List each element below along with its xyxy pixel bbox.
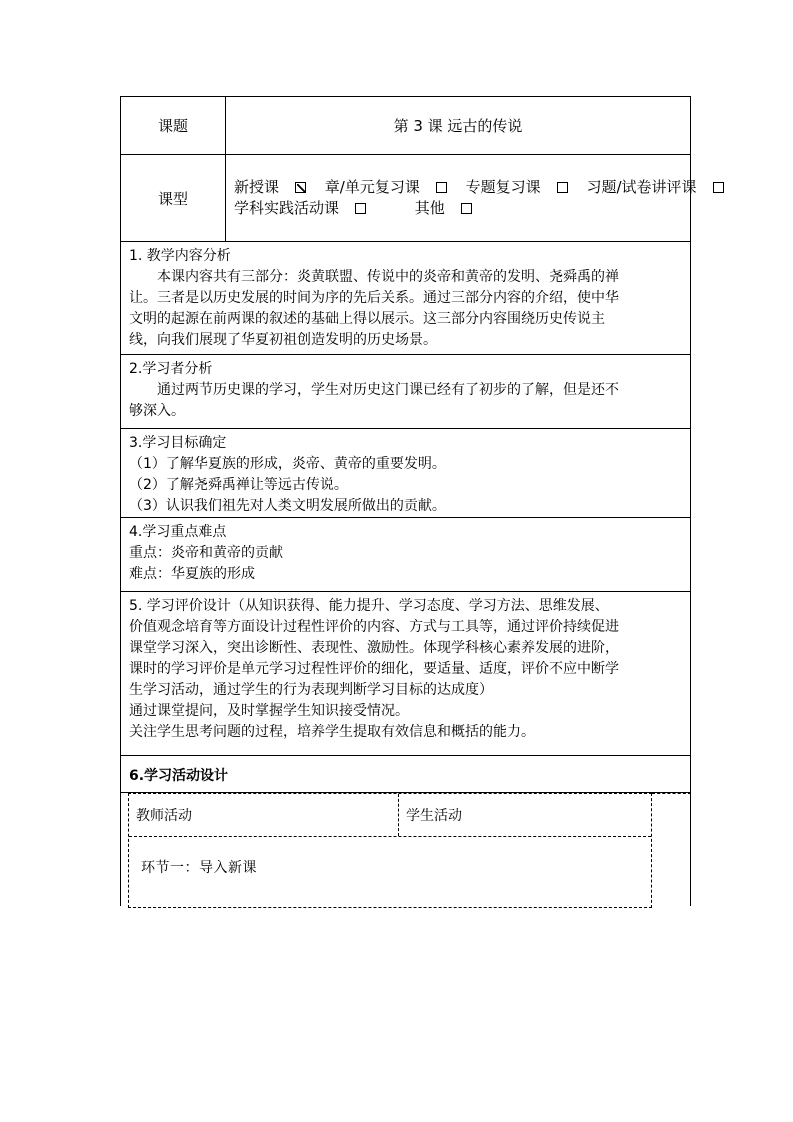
paragraph-line: 通过课堂提问，及时掌握学生知识接受情况。 <box>129 703 409 719</box>
option-label: 学科实践活动课 <box>234 199 340 217</box>
paragraph-line: 生学习活动，通过学生的行为表现判断学习目标的达成度） <box>129 682 493 698</box>
lesson-type-row <box>120 154 697 241</box>
lesson-plan-table <box>120 96 697 906</box>
objective-item: （3）认识我们祖先对人类文明发展所做出的贡献。 <box>129 498 446 514</box>
lesson-type-options <box>226 155 724 241</box>
paragraph-line: 让。三者是以历史发展的时间为序的先后关系。通过三部分内容的介绍，使中华 <box>129 290 619 306</box>
section-heading: 3.学习目标确定 <box>129 435 227 451</box>
checkbox-icon[interactable] <box>461 203 472 214</box>
lesson-type-label: 课型 <box>121 155 226 241</box>
activity-design-heading-row <box>120 755 691 792</box>
paragraph-line: 价值观念培育等方面设计过程性评价的内容、方式与工具等，通过评价持续促进 <box>129 619 619 635</box>
paragraph-line: 关注学生思考问题的过程，培养学生提取有效信息和概括的能力。 <box>129 724 535 740</box>
objective-item: （2）了解尧舜禹禅让等远古传说。 <box>129 477 348 493</box>
paragraph-line: 够深入。 <box>129 403 185 419</box>
paragraph-line: 文明的起源在前两课的叙述的基础上得以展示。这三部分内容围绕历史传说主 <box>129 311 605 327</box>
lesson-title: 第 3 课 远古的传说 <box>393 117 523 135</box>
checkbox-icon[interactable] <box>557 182 568 193</box>
teacher-activity-header: 教师活动 <box>129 794 399 836</box>
checkbox-icon[interactable] <box>436 182 447 193</box>
paragraph-line: 课堂学习深入，突出诊断性、表现性、激励性。体现学科核心素养发展的进阶， <box>129 640 619 656</box>
option-label: 其他 <box>414 199 445 217</box>
section-heading: 1. 教学内容分析 <box>129 248 231 264</box>
objective-item: （1）了解华夏族的形成，炎帝、黄帝的重要发明。 <box>129 456 446 472</box>
option-practice-activity[interactable] <box>234 199 366 217</box>
option-other[interactable] <box>415 199 472 217</box>
checkbox-icon[interactable] <box>355 203 366 214</box>
section-heading: 2.学习者分析 <box>129 361 213 377</box>
option-topic-review[interactable] <box>466 178 568 196</box>
paragraph-line: 课时的学习评价是单元学习过程性评价的细化，要适量、适度，评价不应中断学 <box>129 661 619 677</box>
section-heading: 5. 学习评价设计（从知识获得、能力提升、学习态度、学习方法、思维发展、 <box>129 598 609 614</box>
content-analysis-section <box>120 241 691 354</box>
activity-table <box>128 793 652 908</box>
evaluation-section <box>120 591 691 755</box>
title-label: 课题 <box>121 97 226 154</box>
option-label: 新授课 <box>234 178 280 196</box>
option-label: 习题/试卷讲评课 <box>586 178 697 196</box>
activity-table-header <box>129 794 651 837</box>
student-activity-header: 学生活动 <box>406 808 462 824</box>
paragraph-line: 线，向我们展现了华夏初祖创造发明的历史场景。 <box>129 332 437 348</box>
stage-one-row <box>129 837 651 907</box>
focus-line: 重点：炎帝和黄帝的贡献 <box>129 545 283 561</box>
learner-analysis-section <box>120 354 691 428</box>
section-heading: 4.学习重点难点 <box>129 524 227 540</box>
activity-design-section <box>120 792 691 906</box>
key-points-section <box>120 517 691 591</box>
checked-box-icon[interactable] <box>295 182 306 193</box>
option-exercise-review[interactable] <box>586 178 723 196</box>
paragraph-line: 通过两节历史课的学习，学生对历史这门课已经有了初步的了解，但是还不 <box>157 382 619 398</box>
option-unit-review[interactable] <box>325 178 447 196</box>
option-label: 专题复习课 <box>465 178 541 196</box>
objectives-section <box>120 428 691 517</box>
difficulty-line: 难点：华夏族的形成 <box>129 566 255 582</box>
dashed-extension <box>652 793 691 906</box>
lesson-type-line-1 <box>234 177 724 198</box>
title-row <box>120 96 691 154</box>
section-heading: 6.学习活动设计 <box>129 768 229 784</box>
checkbox-icon[interactable] <box>713 182 724 193</box>
lesson-type-line-2 <box>234 198 724 219</box>
option-label: 章/单元复习课 <box>324 178 420 196</box>
option-new-lesson[interactable] <box>234 178 306 196</box>
stage-one-label: 环节一：导入新课 <box>141 860 257 876</box>
paragraph-line: 本课内容共有三部分：炎黄联盟、传说中的炎帝和黄帝的发明、尧舜禹的禅 <box>157 269 619 285</box>
